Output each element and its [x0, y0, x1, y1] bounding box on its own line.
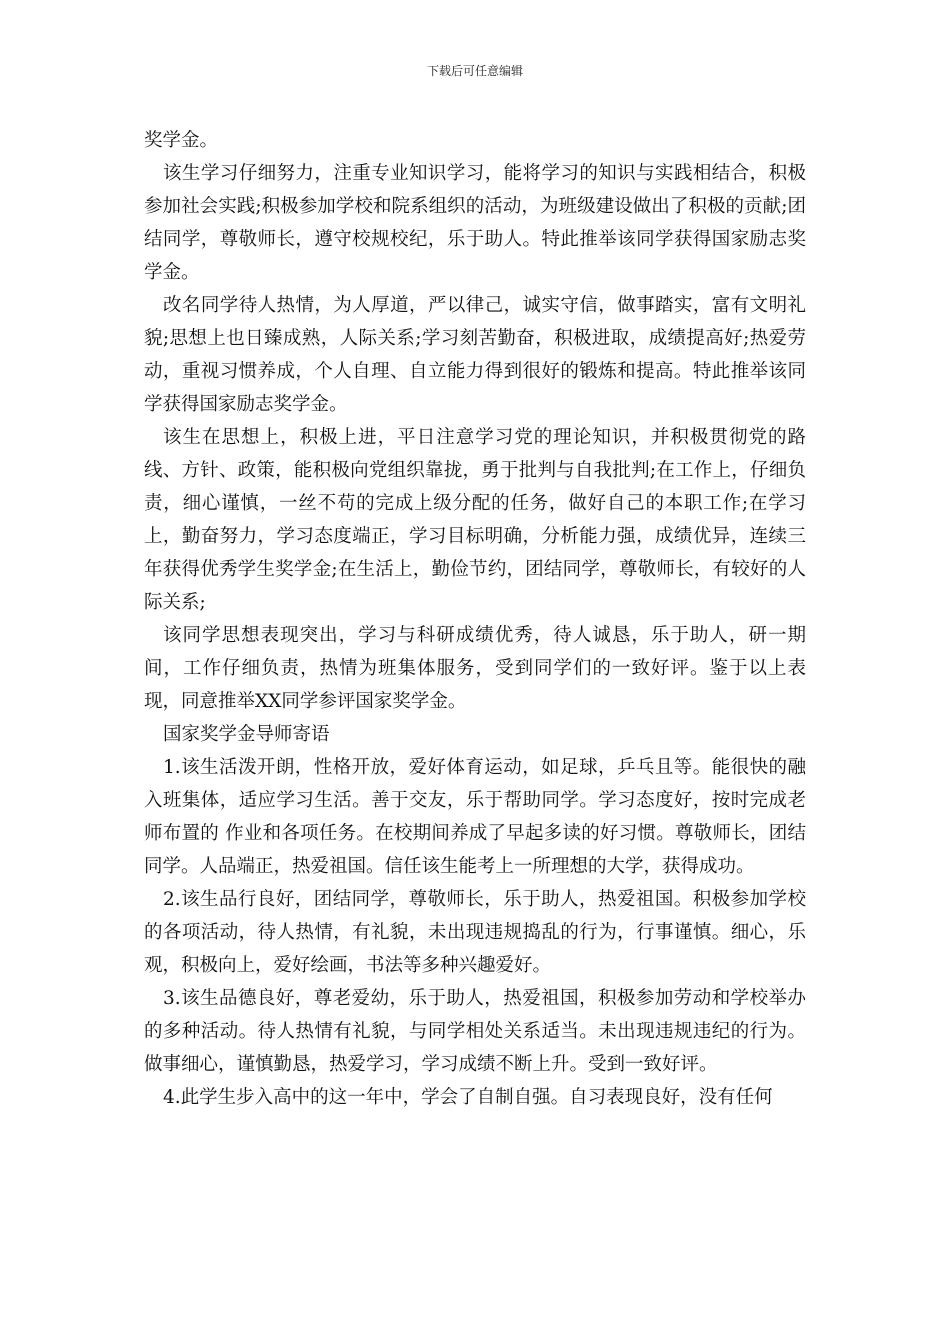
- recommendation-paragraph-1: 该生学习仔细努力，注重专业知识学习，能将学习的知识与实践相结合，积极参加社会实践;积极参加学校和院系组织的活动，为班级建设做出了积极的贡献;团结同学，尊敬师长，遵守校规校纪，乐于助人。特此推举该同学获得国家励志奖学金。: [144, 163, 806, 283]
- recommendation-paragraph-4: 该同学思想表现突出，学习与科研成绩优秀，待人诚恳，乐于助人，研一期间，工作仔细负责，热情为班集体服务，受到同学们的一致好评。鉴于以上表现，同意推举XX同学参评国家奖学金。: [144, 625, 806, 712]
- page-header: 下载后可任意编辑: [426, 64, 523, 78]
- mentor-comment-4: 4.此学生步入高中的这一年中，学会了自制自强。自习表现良好，没有任何: [163, 1087, 773, 1108]
- section-heading: 国家奖学金导师寄语: [163, 724, 330, 745]
- paragraph-continuation: 奖学金。: [144, 130, 219, 151]
- document-body: [144, 124, 806, 1114]
- recommendation-paragraph-2: 改名同学待人热情，为人厚道，严以律己，诚实守信，做事踏实，富有文明礼貌;思想上也日臻成熟，人际关系;学习刻苦勤奋，积极进取，成绩提高好;热爱劳动，重视习惯养成，个人自理、自立能力得到很好的锻炼和提高。特此推举该同学获得国家励志奖学金。: [144, 295, 806, 415]
- mentor-comment-1: 1.该生活泼开朗，性格开放，爱好体育运动，如足球，乒乓且等。能很快的融入班集体，适应学习生活。善于交友，乐于帮助同学。学习态度好，按时完成老师布置的 作业和各项任务。在校期间养成了早起多读的好习惯。尊敬师长，团结同学。人品端正，热爱祖国。信任该生能考上一所理想的大学，获得成功。: [144, 757, 806, 877]
- recommendation-paragraph-3: 该生在思想上，积极上进，平日注意学习党的理论知识，并积极贯彻党的路线、方针、政策，能积极向党组织靠拢，勇于批判与自我批判;在工作上，仔细负责，细心谨慎，一丝不苟的完成上级分配的任务，做好自己的本职工作;在学习上，勤奋努力，学习态度端正，学习目标明确，分析能力强，成绩优异，连续三年获得优秀学生奖学金;在生活上，勤俭节约，团结同学，尊敬师长，有较好的人际关系;: [144, 427, 806, 613]
- mentor-comment-3: 3.该生品德良好，尊老爱幼，乐于助人，热爱祖国，积极参加劳动和学校举办的多种活动。待人热情有礼貌，与同学相处关系适当。未出现违规违纪的行为。做事细心，谨慎勤恳，热爱学习，学习成绩不断上升。受到一致好评。: [144, 988, 806, 1075]
- mentor-comment-2: 2.该生品行良好，团结同学，尊敬师长，乐于助人，热爱祖国。积极参加学校的各项活动，待人热情，有礼貌，未出现违规捣乱的行为，行事谨慎。细心，乐观，积极向上，爱好绘画，书法等多种兴趣爱好。: [144, 889, 806, 976]
